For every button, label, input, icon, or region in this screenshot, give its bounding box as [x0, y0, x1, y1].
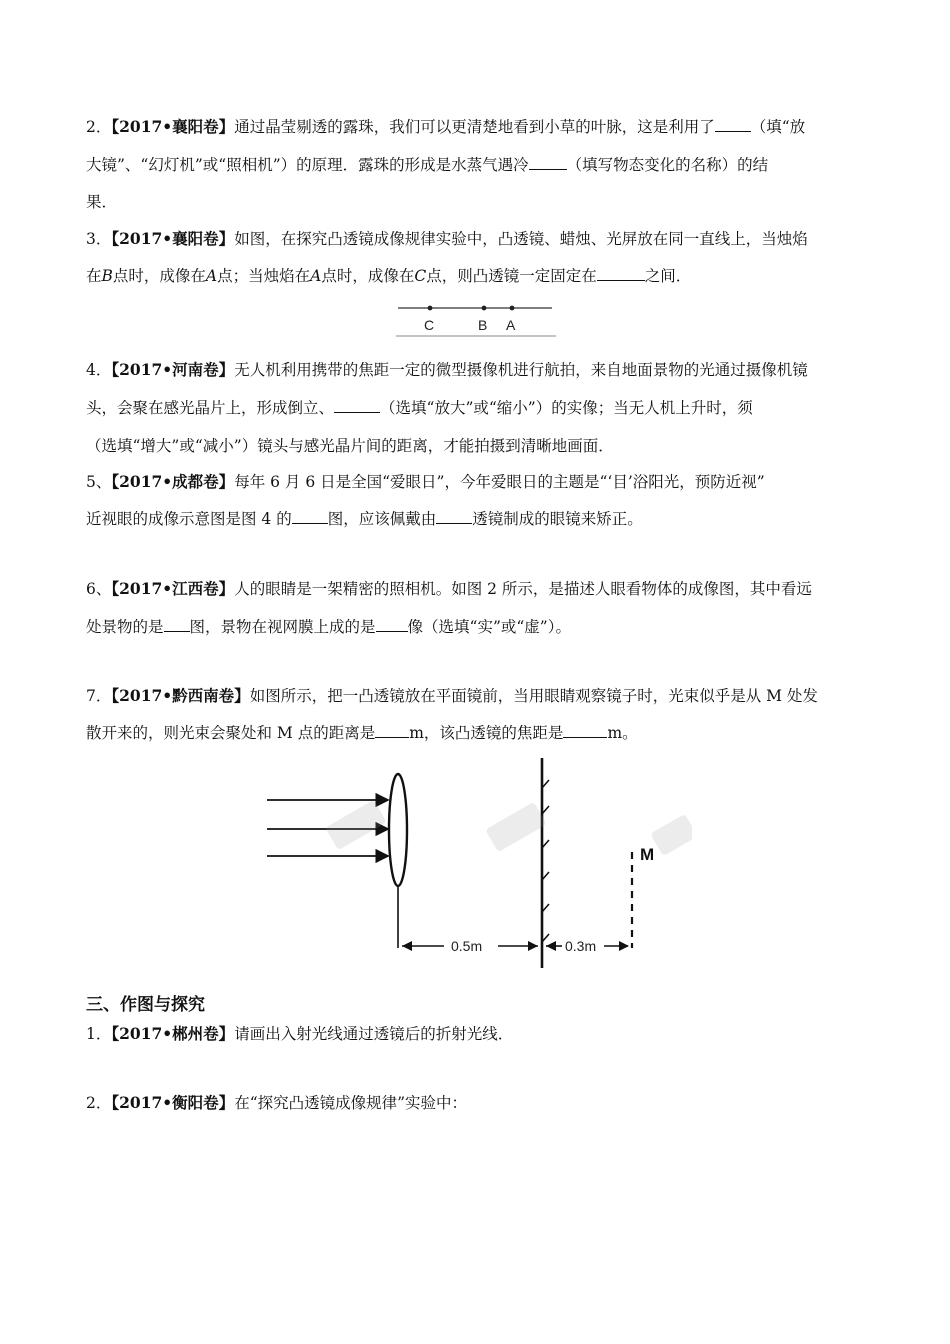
q7-blank-2[interactable]: [563, 723, 607, 738]
q7-blank-1[interactable]: [375, 723, 409, 738]
label-b: B: [478, 317, 488, 333]
q7-line-2: 散开来的，则光束会聚处和 M 点的距离是 m，该凸透镜的焦距是 m。: [86, 724, 638, 742]
section-3-heading: 三、作图与探究: [86, 995, 205, 1015]
q5-blank-2[interactable]: [436, 509, 472, 524]
s3-q2-source-tag: 【2017•衡阳卷】: [111, 1093, 235, 1112]
q3-line-1: 3．【2017•襄阳卷】如图，在探究凸透镜成像规律实验中，凸透镜、蜡烛、光屏放在同一直线上，当烛焰: [86, 229, 808, 248]
q7-number: 7．: [86, 687, 112, 705]
q3-figure: [396, 298, 560, 340]
s3-q1-source-tag: 【2017•郴州卷】: [111, 1024, 235, 1043]
q3-blank[interactable]: [597, 266, 645, 281]
point-a: [510, 306, 515, 311]
q4-line-2: 头，会聚在感光晶片上，形成倒立、 （选填“放大”或“缩小”）的实像；当无人机上升时，须: [86, 399, 753, 417]
q2-number: 2．: [86, 118, 112, 136]
dimension-0-3m: 0.3m: [565, 938, 597, 954]
q2-source-tag: 【2017•襄阳卷】: [111, 117, 235, 136]
s3-q2-number: 2．: [86, 1094, 112, 1112]
q7-lens-mirror-figure: [262, 752, 692, 978]
q4-blank-1[interactable]: [334, 398, 380, 413]
q5-source-tag: 【2017•成都卷】: [111, 472, 235, 491]
point-b: [482, 306, 487, 311]
q6-blank-2[interactable]: [376, 617, 408, 632]
q3-line-2: 在B点时，成像在A点；当烛焰在A点时，成像在C点，则凸透镜一定固定在 之间．: [86, 267, 692, 285]
q4-line-1: 4．【2017•河南卷】无人机利用携带的焦距一定的微型摄像机进行航拍，来自地面景物的光通过摄像机镜: [86, 360, 808, 379]
q4-number: 4．: [86, 361, 112, 379]
q2-blank-2[interactable]: [529, 155, 567, 170]
label-m: M: [640, 845, 655, 864]
label-a: A: [506, 317, 516, 333]
q4-line-3: （选填“增大”或“减小”）镜头与感光晶片间的距离，才能拍摄到清晰地画面．: [86, 437, 614, 455]
s3-q2-line: 2．【2017•衡阳卷】在“探究凸透镜成像规律”实验中：: [86, 1093, 468, 1112]
q6-number: 6、: [86, 580, 112, 598]
s3-q1-line: 1．【2017•郴州卷】请画出入射光线通过透镜后的折射光线．: [86, 1024, 514, 1043]
q5-line-1: 5、【2017•成都卷】每年 6 月 6 日是全国“爱眼日”，今年爱眼日的主题是“‘目’浴阳光，预防近视”: [86, 472, 765, 491]
label-c: C: [424, 317, 435, 333]
q2-line-2: 大镜”、“幻灯机”或“照相机”）的原理．露珠的形成是水蒸气遇冷 （填写物态变化的名称）的结: [86, 156, 769, 174]
point-c: [428, 306, 433, 311]
s3-q1-number: 1．: [86, 1025, 112, 1043]
q5-blank-1[interactable]: [292, 509, 328, 524]
q3-number: 3．: [86, 230, 112, 248]
q2-line-1: 2．【2017•襄阳卷】通过晶莹剔透的露珠，我们可以更清楚地看到小草的叶脉，这是利用了 （填“放: [86, 117, 806, 136]
convex-lens: [389, 774, 407, 886]
q7-source-tag: 【2017•黔西南卷】: [111, 686, 250, 705]
q5-line-2: 近视眼的成像示意图是图 4 的 图，应该佩戴由 透镜制成的眼镜来矫正。: [86, 510, 643, 528]
q5-number: 5、: [86, 473, 112, 491]
q4-source-tag: 【2017•河南卷】: [111, 360, 235, 379]
dimension-0-5m: 0.5m: [451, 938, 483, 954]
q6-line-2: 处景物的是 图，景物在视网膜上成的是 像（选填“实”或“虚”）。: [86, 618, 571, 636]
q2-line-3: 果．: [86, 193, 118, 211]
q7-line-1: 7．【2017•黔西南卷】如图所示，把一凸透镜放在平面镜前，当用眼睛观察镜子时，光束似乎是从 M 处发: [86, 686, 818, 705]
q2-blank-1[interactable]: [715, 117, 751, 132]
watermark: [325, 800, 692, 857]
q3-source-tag: 【2017•襄阳卷】: [111, 229, 235, 248]
q6-blank-1[interactable]: [164, 617, 190, 632]
q6-line-1: 6、【2017•江西卷】人的眼睛是一架精密的照相机。如图 2 所示，是描述人眼看物体的成像图，其中看远: [86, 579, 812, 598]
q6-source-tag: 【2017•江西卷】: [111, 579, 235, 598]
